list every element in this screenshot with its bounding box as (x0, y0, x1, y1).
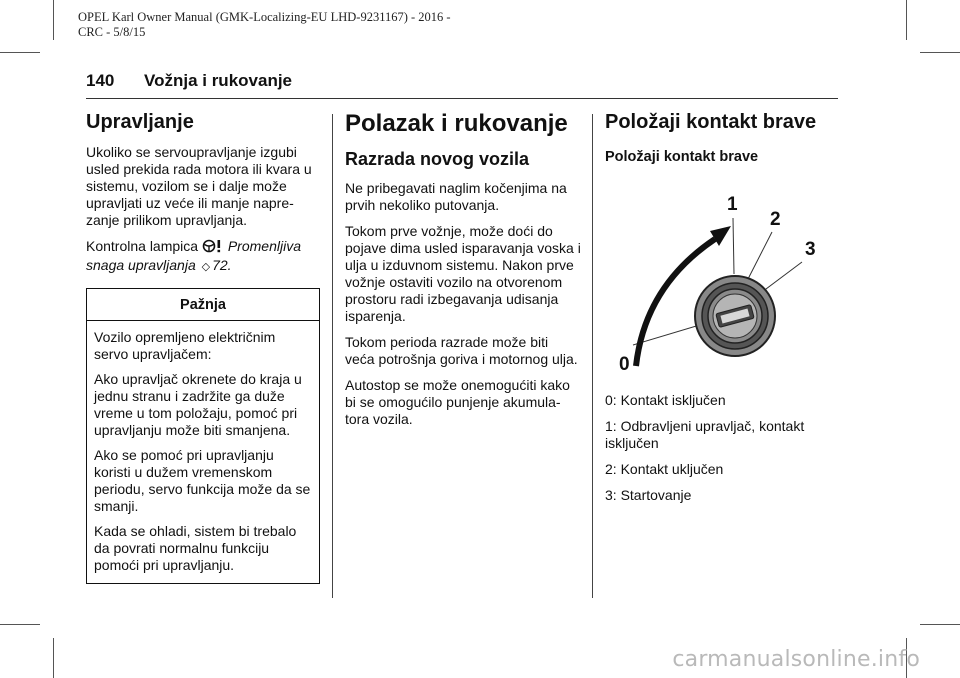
position-line-2 (748, 232, 772, 279)
crop-mark (0, 624, 40, 625)
position-item: 1: Odbravljeni upravljač, kontakt isključen (605, 418, 805, 451)
crop-mark (906, 0, 907, 40)
page-reference[interactable]: 72. (212, 257, 232, 273)
warning-title: Pažnja (87, 289, 319, 321)
watermark: carmanualsonline.info (672, 647, 920, 672)
position-line-3 (762, 262, 802, 292)
warning-paragraph: Kada se ohladi, sistem bi trebalo da povrati normalnu funkciju pomoći pri upravljanju. (94, 523, 297, 573)
warning-box (86, 288, 320, 584)
crop-mark (53, 0, 54, 40)
column-left (86, 110, 320, 584)
column-divider (332, 114, 333, 598)
warning-paragraph: Ako se pomoć pri upravljanju koristi u dužem vremenskom periodu, servo funkcija može da se smanji. (94, 447, 311, 514)
meta-line: CRC - 5/8/15 (78, 25, 146, 39)
heading-starting-operating: Polazak i rukovanje (345, 110, 568, 137)
print-metadata (78, 10, 451, 40)
warning-paragraph: Ako upravljač okrenete do kraja u jednu stranu i zadržite ga duže vreme u tom položaju, pomoć pri upravljanju može biti smanjena. (94, 371, 302, 438)
warning-body (87, 321, 319, 583)
paragraph-lamp (86, 238, 320, 276)
column-middle (345, 110, 581, 437)
position-label-2: 2 (770, 209, 781, 230)
column-right (605, 110, 839, 513)
crop-mark (920, 624, 960, 625)
figure-caption: Položaji kontakt brave (605, 149, 759, 165)
lamp-text: Kontrolna lampica (86, 238, 199, 254)
crop-mark (53, 638, 54, 678)
meta-line: OPEL Karl Owner Manual (GMK-Localizing-EU LHD-9231167) - 2016 - (78, 10, 451, 24)
column-divider (592, 114, 593, 598)
paragraph: Ne pribegavati naglim kočenjima na prvih nekoliko putovanja. (345, 180, 567, 213)
position-item: 3: Startovanje (605, 487, 692, 503)
position-line-1 (733, 218, 734, 274)
link-variable-steering[interactable]: Promenljiva snaga upravljanja (86, 238, 301, 273)
position-item: 2: Kontakt uključen (605, 461, 724, 477)
running-head (86, 71, 838, 91)
position-label-3: 3 (805, 239, 816, 260)
position-item: 0: Kontakt isključen (605, 392, 726, 408)
crop-mark (920, 52, 960, 53)
ignition-switch-figure (605, 176, 839, 376)
subheading-break-in: Razrada novog vozila (345, 149, 530, 169)
steering-warning-lamp-icon (202, 239, 224, 257)
section-title: Vožnja i rukovanje (144, 71, 293, 90)
position-label-1: 1 (727, 194, 738, 215)
heading-ignition-positions: Položaji kontakt brave (605, 111, 817, 133)
paragraph: Autostop se može onemogućiti kako bi se omogućilo punjenje akumula-tora vozila. (345, 377, 570, 427)
header-rule (86, 98, 838, 99)
paragraph: Tokom prve vožnje, može doći do pojave dima usled isparavanja voska i ulja u izduvnom sistemu. Nakon prve vožnje ostaviti vozilo na otvorenom prostoru radi izbegavanja udisanja isparenja. (345, 223, 581, 324)
page-reference-icon: ◇ (201, 261, 211, 273)
page-number: 140 (86, 71, 115, 90)
crop-mark (0, 52, 40, 53)
paragraph: Ukoliko se servoupravljanje izgubi usled prekida rada motora ili kvara u sistemu, vozilom se i dalje može upravljati uz veće ili manje napre-zanje prilikom upravljanja. (86, 144, 312, 228)
paragraph: Tokom perioda razrade može biti veća potrošnja goriva i motornog ulja. (345, 334, 578, 367)
warning-paragraph: Vozilo opremljeno električnim servo upravljačem: (94, 329, 276, 362)
heading-steering: Upravljanje (86, 111, 194, 133)
position-label-0: 0 (619, 354, 630, 375)
